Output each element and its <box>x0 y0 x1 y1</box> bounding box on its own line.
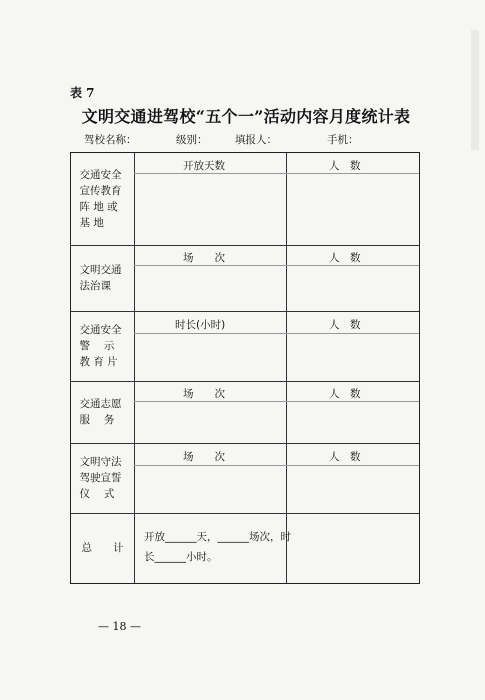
row-label-oath-ceremony <box>71 443 134 513</box>
subheader-line <box>134 401 419 402</box>
label-line: 警 示 <box>79 340 115 352</box>
column-divider <box>134 153 135 583</box>
statistics-table <box>70 152 420 584</box>
label-line: 驾驶宣誓 <box>79 472 122 484</box>
label-line: 文明交通 <box>79 264 122 276</box>
label-line: 服 务 <box>79 414 115 426</box>
scan-shadow <box>471 30 479 150</box>
label-line: 文明守法 <box>79 456 122 468</box>
row-label-warning-film <box>71 311 134 381</box>
row-label-law-class <box>71 245 134 311</box>
label-line: 阵 地 或 <box>79 201 118 213</box>
subheader-line <box>134 265 419 266</box>
level-field: 级别： <box>176 134 208 146</box>
phone-field: 手机： <box>327 134 359 146</box>
row-label-volunteer <box>71 381 134 443</box>
row2-col1-header: 场 次 <box>183 252 225 264</box>
row4-col2-header: 人 数 <box>329 388 361 400</box>
subheader-line <box>134 173 419 174</box>
label-line: 仪 式 <box>79 488 115 500</box>
table-number: 表 7 <box>70 86 95 100</box>
label-line: 交通安全 <box>79 324 122 336</box>
subheader-line <box>134 333 419 334</box>
column-divider <box>286 153 287 583</box>
page-title: 文明交通进驾校“五个一”活动内容月度统计表 <box>81 107 411 126</box>
label-line: 法治课 <box>79 280 111 292</box>
row1-col2-header: 人 数 <box>329 160 361 172</box>
subheader-line <box>134 465 419 466</box>
row-label-publicity-base <box>71 153 134 245</box>
row2-col2-header: 人 数 <box>329 252 361 264</box>
reporter-field: 填报人： <box>235 134 277 146</box>
total-line-1: 开放______天，______场次，时 <box>144 531 291 543</box>
label-line: 总 计 <box>81 542 124 554</box>
row5-col1-header: 场 次 <box>183 451 225 463</box>
row-label-total <box>71 513 134 583</box>
row1-col1-header: 开放天数 <box>183 160 225 172</box>
row4-col1-header: 场 次 <box>183 388 225 400</box>
row3-col1-header: 时长(小时) <box>175 319 226 331</box>
row5-col2-header: 人 数 <box>329 451 361 463</box>
label-line: 基 地 <box>79 217 104 229</box>
label-line: 宣传教育 <box>79 185 122 197</box>
label-line: 交通安全 <box>79 169 122 181</box>
total-line-2: 长______小时。 <box>144 551 218 563</box>
label-line: 交通志愿 <box>79 398 122 410</box>
school-name-field: 驾校名称： <box>84 134 137 146</box>
page-number: — 18 — <box>98 620 141 633</box>
row3-col2-header: 人 数 <box>329 319 361 331</box>
label-line: 教 育 片 <box>79 356 118 368</box>
